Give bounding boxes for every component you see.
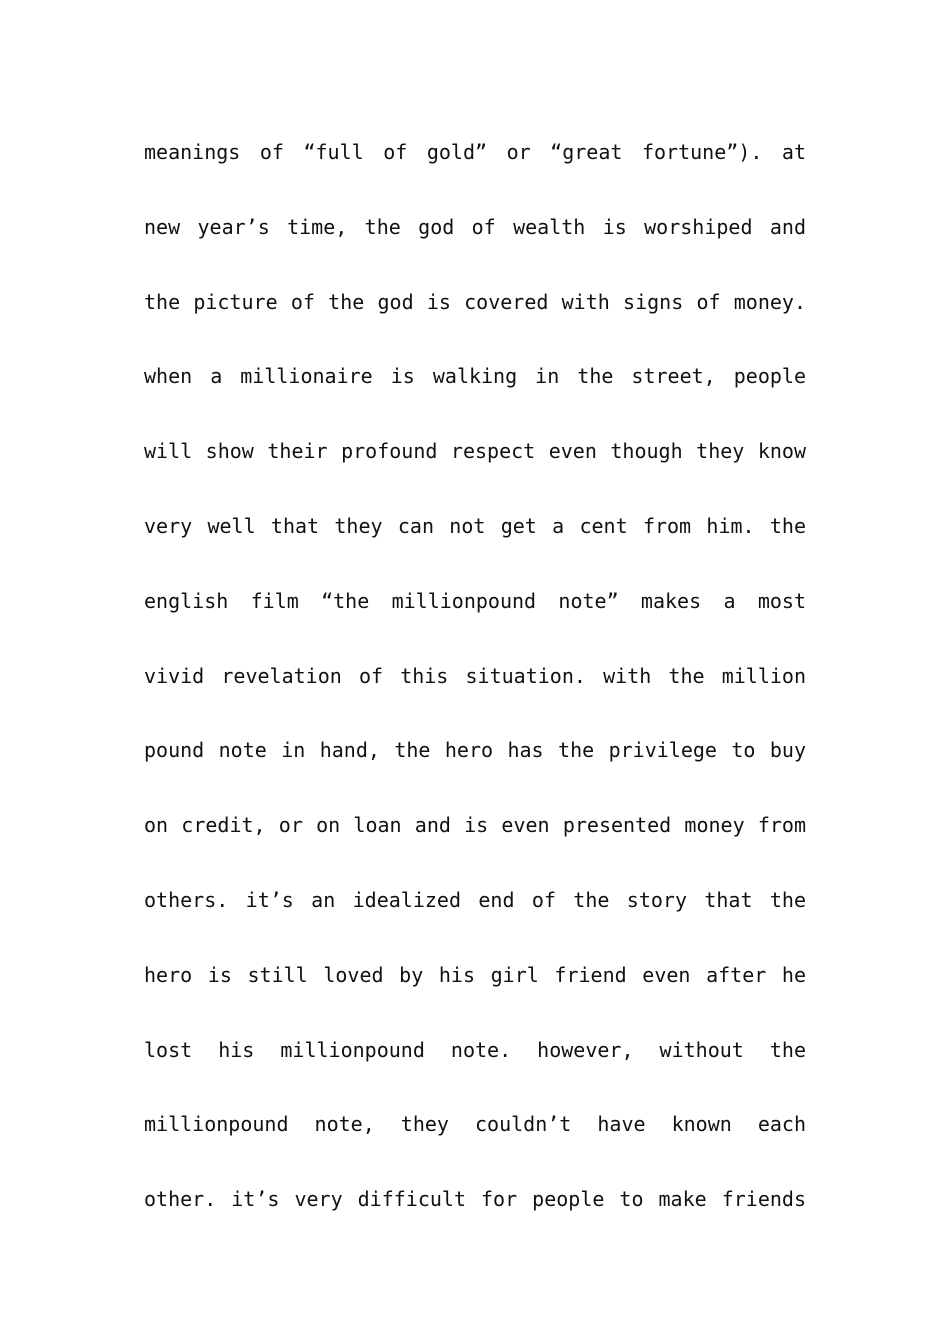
text-line: hero is still loved by his girl friend even after he	[144, 962, 806, 987]
text-line: lost his millionpound note. however, without the	[144, 1037, 806, 1062]
text-line: pound note in hand, the hero has the privilege to buy	[144, 738, 806, 763]
text-line: on credit, or on loan and is even presented money from	[144, 813, 806, 838]
text-line: other. it’s very difficult for people to make friends	[144, 1187, 806, 1212]
text-line: new year’s time, the god of wealth is worshiped and	[144, 214, 806, 239]
text-line: others. it’s an idealized end of the story that the	[144, 887, 806, 912]
text-line: millionpound note, they couldn’t have known each	[144, 1112, 806, 1137]
text-line: meanings of “full of gold” or “great fortune”). at	[144, 140, 806, 164]
text-line: english film “the millionpound note” makes a most	[144, 588, 806, 613]
text-line: very well that they can not get a cent from him. the	[144, 513, 806, 538]
text-line: will show their profound respect even though they know	[144, 439, 806, 464]
text-line: when a millionaire is walking in the street, people	[144, 364, 806, 389]
body-text	[144, 132, 806, 1254]
text-line: the picture of the god is covered with signs of money.	[144, 289, 806, 314]
text-line: vivid revelation of this situation. with the million	[144, 663, 806, 688]
